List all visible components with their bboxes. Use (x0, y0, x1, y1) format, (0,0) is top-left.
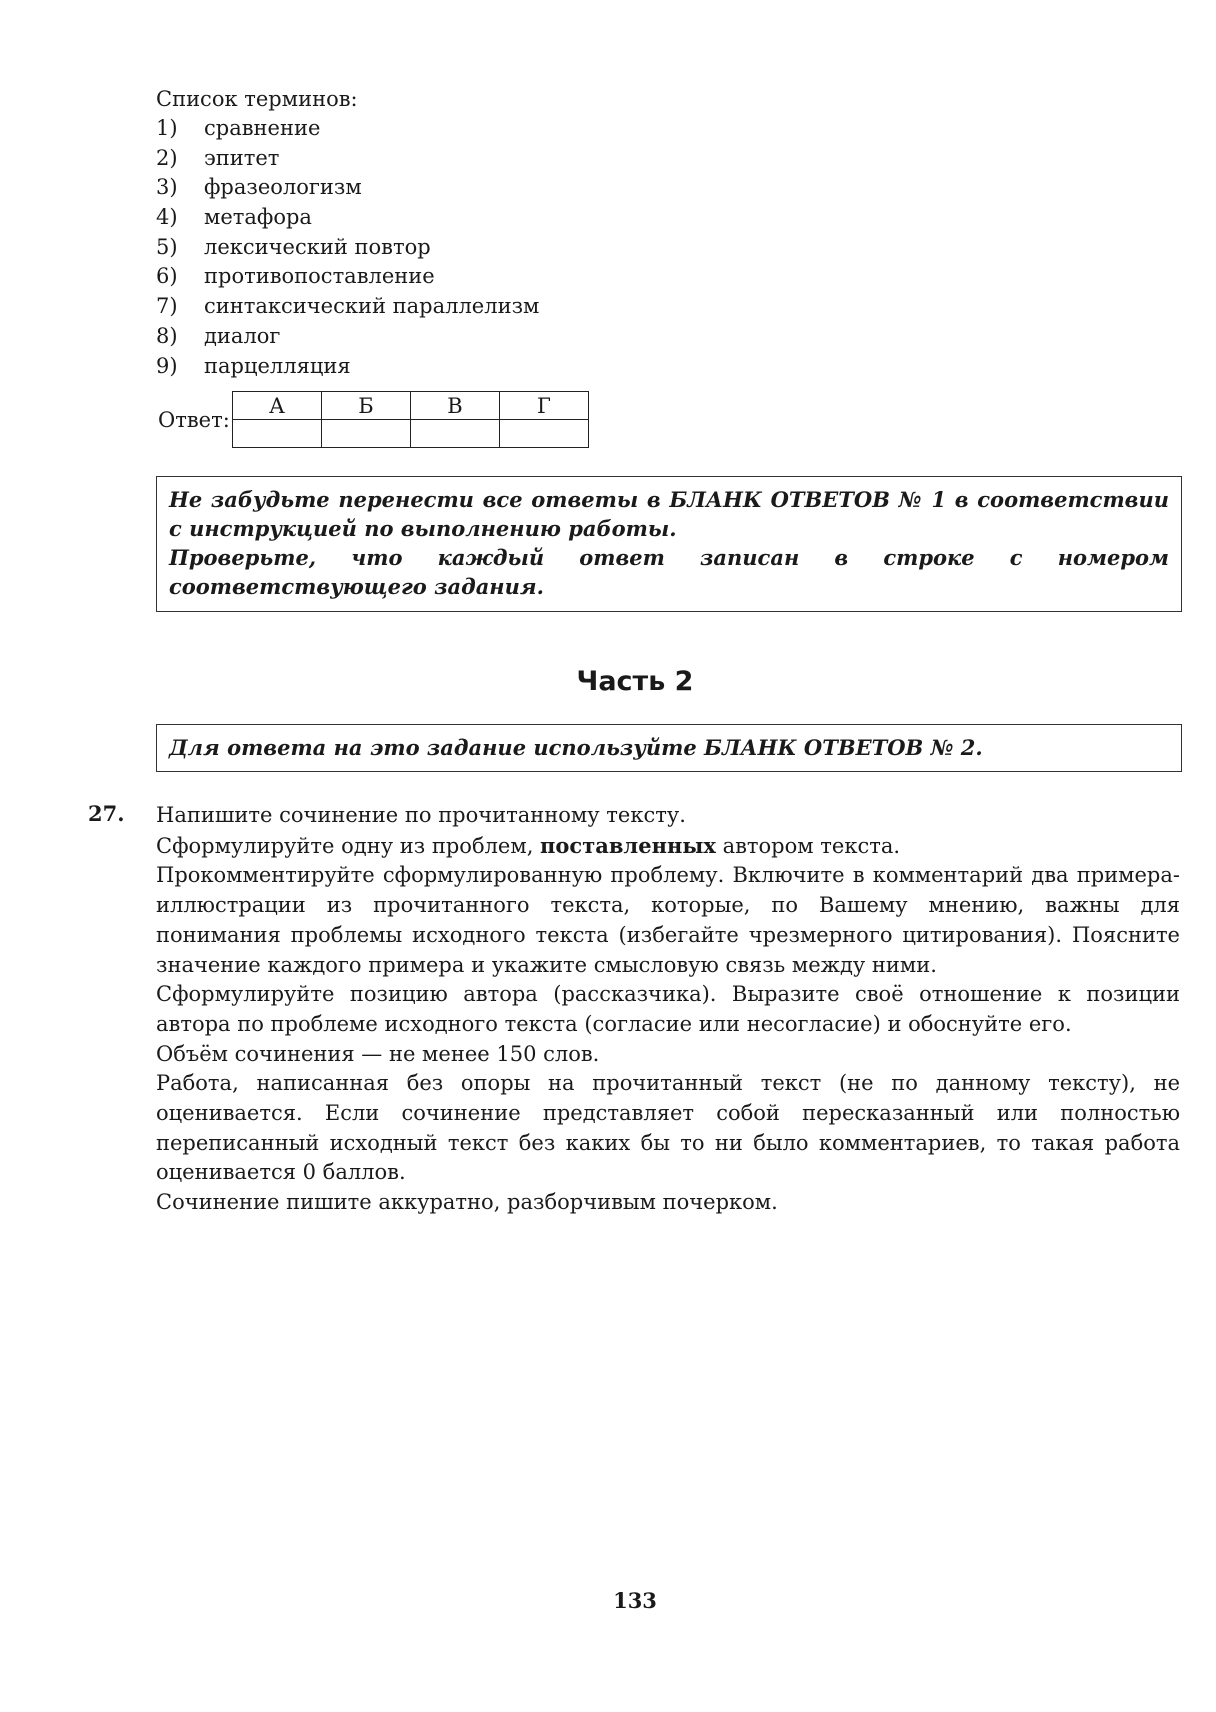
term-number: 3) (156, 175, 178, 200)
answer-cell[interactable] (233, 420, 322, 448)
answer-cell[interactable] (500, 420, 589, 448)
list-item (156, 352, 539, 382)
answer-value-row (233, 420, 589, 448)
term-number: 6) (156, 264, 178, 289)
term-label: фразеологизм (204, 175, 362, 200)
term-number: 8) (156, 323, 178, 348)
answer-column-header: Б (322, 392, 411, 420)
task-text: автором текста. (715, 833, 901, 858)
terms-heading: Список терминов: (156, 87, 358, 111)
term-number: 4) (156, 205, 178, 230)
task-paragraph (156, 831, 1180, 862)
answer-table (232, 391, 589, 448)
term-number: 2) (156, 145, 178, 170)
term-label: эпитет (204, 145, 280, 170)
task-text: Сформулируйте одну из проблем, (156, 833, 541, 858)
notice-check-answers: Проверьте, что каждый ответ записан в строке с номером соответствующего задания. (169, 545, 1169, 599)
answer-header-row (233, 392, 589, 420)
list-item (156, 233, 539, 263)
page-number: 133 (613, 1588, 657, 1613)
answer-column-header: А (233, 392, 322, 420)
task-paragraph: Работа, написанная без опоры на прочитанный текст (не по данному тексту), не оценивается. Если сочинение представляет собой пересказанный или полностью переписанный исходный текст без каких бы то ни было комментариев, то такая работа оценивается 0 баллов. (156, 1071, 1180, 1185)
answer-cell[interactable] (411, 420, 500, 448)
task-paragraph: Сформулируйте позицию автора (рассказчика). Выразите своё отношение к позиции автора по проблеме исходного текста (согласие или несогласие) и обоснуйте его. (156, 982, 1180, 1036)
term-number: 7) (156, 294, 178, 319)
answer-cell[interactable] (322, 420, 411, 448)
term-number: 9) (156, 353, 178, 378)
term-label: сравнение (204, 116, 321, 140)
list-item (156, 203, 539, 233)
answer-column-header: Г (500, 392, 589, 420)
list-item (156, 292, 539, 322)
term-label: диалог (204, 323, 281, 348)
term-number: 5) (156, 234, 178, 259)
task-paragraph: Сочинение пишите аккуратно, разборчивым почерком. (156, 1190, 778, 1215)
term-label: противопоставление (204, 264, 435, 289)
term-label: лексический повтор (204, 234, 431, 259)
task-paragraph: Объём сочинения — не менее 150 слов. (156, 1041, 600, 1066)
list-item (156, 144, 539, 174)
answer-column-header: В (411, 392, 500, 420)
task-emphasis: поставленных (540, 832, 716, 858)
list-item (156, 114, 539, 144)
term-number: 1) (156, 116, 178, 140)
notice-box (156, 476, 1182, 612)
term-label: парцелляция (204, 353, 351, 378)
list-item (156, 173, 539, 203)
term-label: метафора (204, 205, 312, 230)
answer-label: Ответ: (158, 408, 230, 432)
task-number: 27. (88, 801, 125, 826)
notice-transfer-answers: Не забудьте перенести все ответы в БЛАНК ОТВЕТОВ № 1 в соответствии с инструкцией по выполнению работы. (169, 487, 1169, 541)
task-paragraph: Напишите сочинение по прочитанному тексту. (156, 803, 686, 827)
term-label: синтаксический параллелизм (204, 294, 540, 319)
list-item (156, 322, 539, 352)
task-body (156, 801, 1180, 1218)
terms-list (156, 114, 539, 381)
part-title-wrapper (0, 666, 1216, 697)
part-title: Часть 2 (576, 666, 694, 697)
list-item (156, 262, 539, 292)
task-paragraph: Прокомментируйте сформулированную проблему. Включите в комментарий два примера-иллюстрации из прочитанного текста, которые, по Вашему мнению, важны для понимания проблемы исходного текста (избегайте чрезмерного цитирования). Поясните значение каждого примера и укажите смысловую связь между ними. (156, 863, 1180, 977)
instruction-box: Для ответа на это задание используйте БЛАНК ОТВЕТОВ № 2. (156, 724, 1182, 772)
